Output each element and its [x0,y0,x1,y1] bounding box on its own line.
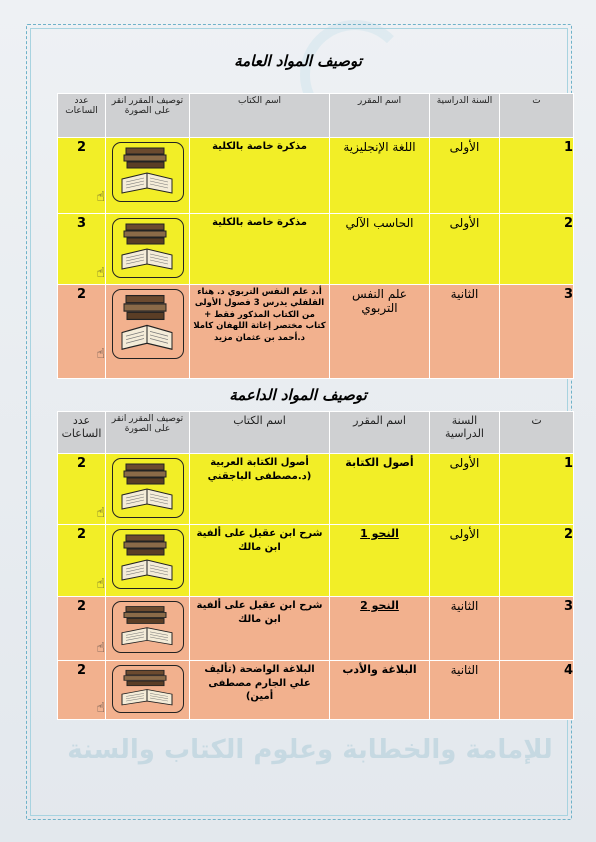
row-hours: 3 [58,214,106,285]
row-course: اللغة الإنجليزية [330,138,430,214]
table-header-row [58,412,574,454]
general-courses-table [57,93,574,379]
description-image-cell[interactable] [96,661,190,720]
description-image-cell[interactable] [96,597,190,661]
hand-pointer-icon: ☝ [96,189,106,205]
row-hours: 2 [58,597,106,661]
row-hours: 2 [58,138,106,214]
row-course: البلاغة والأدب [330,661,430,720]
row-year: الأولى [430,138,500,214]
books-illustration [116,668,178,708]
row-course: الحاسب الآلي [330,214,430,285]
header-index: ت [500,412,574,454]
header-course: اسم المقرر [330,94,430,138]
hand-pointer-icon: ☝ [96,576,106,592]
support-section-title: توصيف المواد الداعمة [229,386,367,404]
books-illustration [116,221,178,273]
hand-pointer-icon: ☝ [96,346,106,362]
row-book: شرح ابن عقيل على ألفية ابن مالك [190,597,330,661]
books-illustration [116,461,178,513]
header-hours: عدد الساعات [58,412,106,454]
books-icon[interactable] [96,218,184,281]
row-year: الأولى [430,525,500,597]
watermark-text: للإمامة والخطابة وعلوم الكتاب والسنة [67,735,553,765]
header-book: اسم الكتاب [190,412,330,454]
row-hours: 2 [58,661,106,720]
row-hours: 2 [58,525,106,597]
books-icon[interactable] [96,458,184,521]
books-icon[interactable] [96,665,184,716]
header-year: السنة الدراسية [430,94,500,138]
header-index: ت [500,94,574,138]
description-image-cell[interactable] [96,214,190,285]
table-header-row [58,94,574,138]
books-icon[interactable] [96,142,184,205]
row-year: الثانية [430,597,500,661]
table-row [58,661,574,720]
row-book: أ.د علم النفس التربوي د. هناء القلفلي يدرس 3 فصول الأولى من الكتاب المذكور فقط + كتاب مختصر إغاثة اللهفان كاملا د.أحمد بن عثمان مزيد [190,285,330,379]
hand-pointer-icon: ☝ [96,700,106,716]
books-icon[interactable] [96,289,184,362]
general-section-title: توصيف المواد العامة [234,52,362,70]
row-year: الأولى [430,454,500,525]
row-year: الأولى [430,214,500,285]
description-image-cell[interactable] [96,285,190,379]
books-illustration [116,292,178,354]
row-year: الثانية [430,285,500,379]
books-illustration [116,532,178,584]
row-index: 1 [500,138,574,214]
row-index: 4 [500,661,574,720]
header-hours: عدد الساعات [58,94,106,138]
header-course: اسم المقرر [330,412,430,454]
books-illustration [116,145,178,197]
row-book: مذكرة خاصة بالكلية [190,138,330,214]
table-row [58,597,574,661]
header-book: اسم الكتاب [190,94,330,138]
row-course: النحو 1 [330,525,430,597]
row-course: أصول الكتابة [330,454,430,525]
table-row [58,454,574,525]
header-description: توصيف المقرر انقر على الصورة [106,412,190,454]
header-description: توصيف المقرر انقر على الصورة [106,94,190,138]
row-index: 2 [500,214,574,285]
description-image-cell[interactable] [96,138,190,214]
table-row [58,214,574,285]
description-image-cell[interactable] [96,525,190,597]
row-hours: 2 [58,285,106,379]
row-hours: 2 [58,454,106,525]
support-courses-table [57,411,574,720]
table-row [58,285,574,379]
row-index: 3 [500,597,574,661]
row-course: النحو 2 [330,597,430,661]
hand-pointer-icon: ☝ [96,640,106,656]
description-image-cell[interactable] [96,454,190,525]
row-index: 2 [500,525,574,597]
row-book: شرح ابن عقيل على ألفية ابن مالك [190,525,330,597]
row-course: علم النفس التربوي [330,285,430,379]
books-icon[interactable] [96,601,184,656]
table-row [58,138,574,214]
row-book: مذكرة خاصة بالكلية [190,214,330,285]
row-book: البلاغة الواضحة (تأليف علي الجارم مصطفى أمين) [190,661,330,720]
row-book: أصول الكتابة العربية (د.مصطفى الباجقني [190,454,330,525]
row-year: الثانية [430,661,500,720]
row-index: 1 [500,454,574,525]
hand-pointer-icon: ☝ [96,265,106,281]
row-index: 3 [500,285,574,379]
books-illustration [116,604,178,648]
hand-pointer-icon: ☝ [96,505,106,521]
header-year: السنة الدراسية [430,412,500,454]
books-icon[interactable] [96,529,184,592]
table-row [58,525,574,597]
